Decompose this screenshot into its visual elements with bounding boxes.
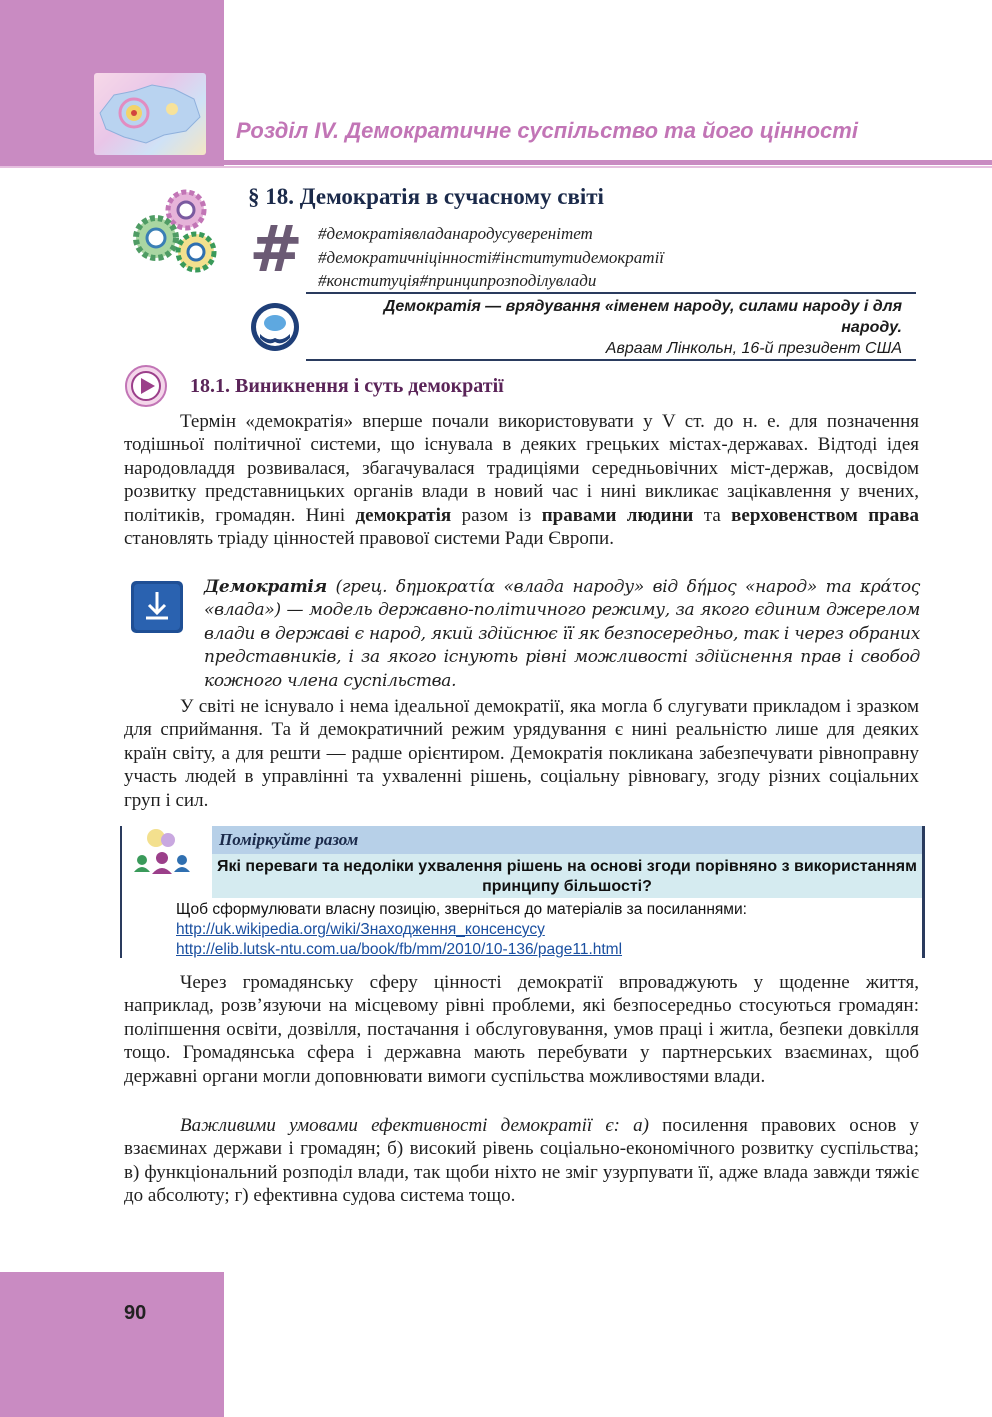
paragraph-1-mid-1: разом із <box>461 504 532 526</box>
section-title: § 18. Демократія в сучасному світі <box>248 184 604 209</box>
people-discussion-icon <box>132 828 192 886</box>
chapter-title: Розділ IV. Демократичне суспільство та його цінності <box>236 118 858 143</box>
paragraph-3 <box>124 971 919 1088</box>
brain-hands-icon <box>250 302 300 352</box>
paragraph-1-text: Термін «демократія» вперше почали використовувати у V ст. до н. е. для позначення тодішньої політичної системи, що існувала в деяких грецьких містах-державах. Відтоді ідея народовладдя розвивалася, збагачувалася традиціями середньовічних міст-держав, досвідом розвитку представницьких органів влади в новий час і нині викликає зацікавлення у вчених, політиків, громадян. Нині <box>124 411 919 526</box>
paragraph-1 <box>124 410 919 550</box>
paragraph-4-italic: Важливими умовами ефективності демократії є: а) <box>180 1115 649 1136</box>
header-rule <box>224 160 992 165</box>
paragraph-4-text: посилення правових основ у взаєминах держави і громадян; б) високий рівень соціально-економічного розвитку суспільства; в) функціональний розподіл влади, так щоби ніхто не зміг узурпувати її, адже влада завжди тяжіє до абсолюту; г) ефективна судова система тощо. <box>124 1115 920 1207</box>
definition-term: Демократія <box>204 577 327 597</box>
paragraph-2-text: У світі не існувало і нема ідеальної демократії, яка могла б слугувати прикладом і зразком для сприймання. Та й демократичний режим урядування є нині реальністю лише для деяких країн світу, а для решти — радше орієнтиром. Демократія покликана забезпечувати рівноправну участь людей в управлінні та ухваленні рішень, соціальну рівновагу, згоду різних соціальних груп і сил. <box>124 696 919 811</box>
subsection-title: 18.1. Виникнення і суть демократії <box>190 375 504 397</box>
page-number: 90 <box>124 1302 147 1324</box>
link-elib-lutsk[interactable]: http://elib.lutsk-ntu.com.ua/book/fb/mm/2010/10-136/page11.html <box>176 941 623 958</box>
hashtag-line-2: #демократичніцінності#інститутидемократії <box>318 248 665 267</box>
think-box-right-border <box>922 826 925 958</box>
paragraph-1-end: становлять тріаду цінностей правової системи Ради Європи. <box>124 528 614 550</box>
download-icon <box>130 580 184 634</box>
paragraph-3-text: Через громадянську сферу цінності демократії впроваджують у щоденне життя, наприклад, розв’язуючи на місцевому рівні проблеми, які безпосередньо стосуються громадян: поліпшення освіти, дозвілля, постачання і обслуговування, умов праці і житла, безпеки довкілля тощо. Громадянська сфера і державна мають перебувати у партнерських взаєминах, щоб державні органи могли доповнювати вимоги суспільства можливостями влади. <box>124 972 919 1087</box>
gears-icon <box>128 186 224 282</box>
term-rule-of-law: верховенством права <box>731 504 920 526</box>
play-icon <box>124 364 168 408</box>
quote-author: Авраам Лінкольн, 16-й президент США <box>605 340 902 357</box>
quote-line-1: Демократія — врядування «іменем народу, силами народу і для <box>383 298 902 315</box>
quote-block <box>310 296 902 359</box>
definition-democracy <box>204 576 920 693</box>
quote-line-2: народу. <box>841 319 902 336</box>
link-wikipedia-consensus[interactable]: http://uk.wikipedia.org/wiki/Знаходження_консенсусу <box>176 921 545 938</box>
paragraph-1-mid-2: та <box>703 504 721 526</box>
paragraph-2 <box>124 695 919 812</box>
hashtag-icon: # <box>249 213 303 287</box>
quote-top-rule <box>306 292 916 294</box>
ukraine-map-icon <box>94 73 206 155</box>
hashtag-line-1: #демократіявладанародусуверенітет <box>318 224 593 243</box>
think-box-question: Які переваги та недоліки ухвалення рішень на основі згоди порівняно з використанням принципу більшості? <box>217 858 917 895</box>
think-box-title: Поміркуйте разом <box>219 830 359 849</box>
paragraph-4 <box>124 1114 919 1208</box>
quote-bottom-rule <box>306 359 916 361</box>
term-democracy: демократія <box>355 504 452 526</box>
think-box-note: Щоб сформулювати власну позицію, зверніться до матеріалів за посиланнями: <box>176 901 747 918</box>
bottom-side-band <box>0 1272 224 1417</box>
header-rule-thin <box>0 166 992 168</box>
definition-text: (грец. δημοκρατία «влада народу» від δήμος «народ» та κράτος «влада») — модель державно-політичного режиму, за якого єдиним джерелом влади в державі є народ, який здійснює її як безпосередньо, так і через обраних представників, і за якого існують рівні можливості здійснення прав і свобод кожного члена суспільства. <box>204 577 920 691</box>
hashtag-line-3: #конституція#принципрозподілувлади <box>318 271 597 290</box>
think-box-left-border <box>120 826 122 958</box>
term-human-rights: правами людини <box>541 504 694 526</box>
